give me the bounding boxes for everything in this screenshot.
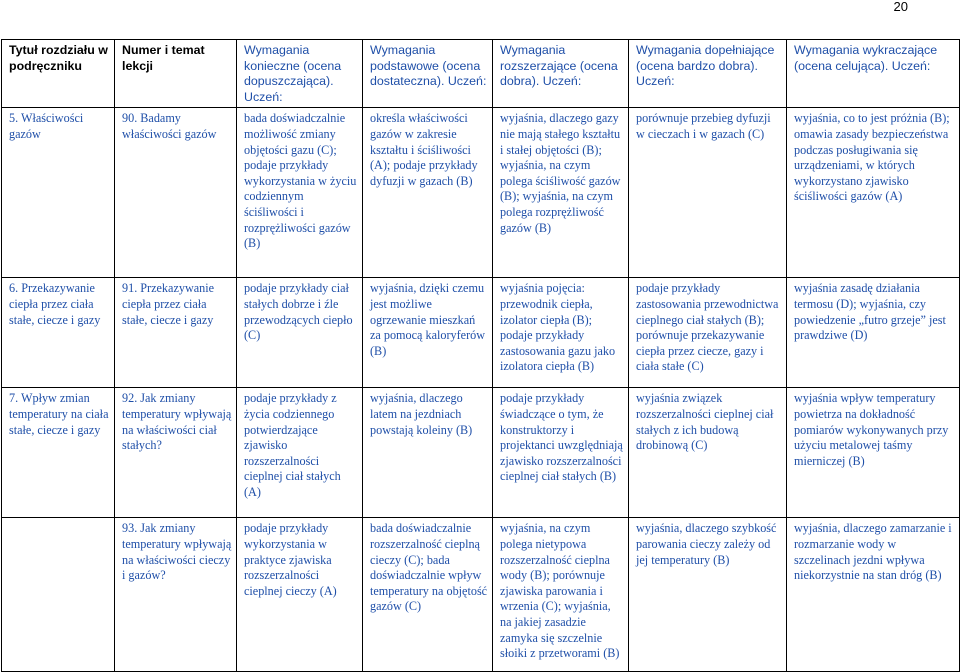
chapter-cell: 6. Przekazywanie ciepła przez ciała stałe, ciecze i gazy xyxy=(2,278,115,388)
header-chapter: Tytuł rozdziału w podręczniku xyxy=(2,40,115,108)
beyond-cell: wyjaśnia zasadę działania termosu (D); wyjaśnia, czy powiedzenie „futro grzeje” jest prawdziwe (D) xyxy=(787,278,960,388)
complementary-cell: wyjaśnia związek rozszerzalności cieplnej ciał stałych z ich budową drobinową (C) xyxy=(629,388,787,518)
header-row xyxy=(2,40,960,108)
header-beyond: Wymagania wykraczające (ocena celująca). Uczeń: xyxy=(787,40,960,108)
extended-cell: wyjaśnia pojęcia: przewodnik ciepła, izolator ciepła (B); podaje przykłady zastosowania gazu jako izolatora ciepła (B) xyxy=(493,278,629,388)
chapter-cell: 7. Wpływ zmian temperatury na ciała stałe, ciecze i gazy xyxy=(2,388,115,518)
complementary-cell: wyjaśnia, dlaczego szybkość parowania cieczy zależy od jej temperatury (B) xyxy=(629,518,787,672)
necessary-cell: podaje przykłady z życia codziennego potwierdzające zjawisko rozszerzalności cieplnej ciał stałych (A) xyxy=(237,388,363,518)
chapter-cell xyxy=(2,518,115,672)
lesson-cell: 92. Jak zmiany temperatury wpływają na właściwości ciał stałych? xyxy=(115,388,237,518)
basic-cell: wyjaśnia, dzięki czemu jest możliwe ogrzewanie mieszkań za pomocą kaloryferów (B) xyxy=(363,278,493,388)
lesson-cell: 90. Badamy właściwości gazów xyxy=(115,108,237,278)
basic-cell: bada doświadczalnie rozszerzalność cieplną cieczy (C); bada doświadczalnie wpływ temperatury na objętość gazów (C) xyxy=(363,518,493,672)
table-row xyxy=(2,388,960,518)
beyond-cell: wyjaśnia wpływ temperatury powietrza na dokładność pomiarów wykonywanych przy użyciu metalowej taśmy mierniczej (B) xyxy=(787,388,960,518)
table-row xyxy=(2,108,960,278)
necessary-cell: bada doświadczalnie możliwość zmiany objętości gazu (C); podaje przykłady wykorzystania w życiu codziennym ściśliwości i rozprężliwości gazów (B) xyxy=(237,108,363,278)
complementary-cell: porównuje przebieg dyfuzji w cieczach i w gazach (C) xyxy=(629,108,787,278)
table-row xyxy=(2,518,960,672)
page-number: 20 xyxy=(893,0,908,14)
header-necessary: Wymagania konieczne (ocena dopuszczająca). Uczeń: xyxy=(237,40,363,108)
header-lesson: Numer i temat lekcji xyxy=(115,40,237,108)
lesson-cell: 93. Jak zmiany temperatury wpływają na właściwości cieczy i gazów? xyxy=(115,518,237,672)
table-row xyxy=(2,278,960,388)
extended-cell: wyjaśnia, dlaczego gazy nie mają stałego kształtu i stałej objętości (B); wyjaśnia, na czym polega ściśliwość gazów (B); wyjaśnia, na czym polega rozprężliwość gazów (B) xyxy=(493,108,629,278)
complementary-cell: podaje przykłady zastosowania przewodnictwa cieplnego ciał stałych (B); porównuje przekazywanie ciepła przez ciecze, gazy i ciała stałe (C) xyxy=(629,278,787,388)
header-basic: Wymagania podstawowe (ocena dostateczna). Uczeń: xyxy=(363,40,493,108)
extended-cell: podaje przykłady świadczące o tym, że konstruktorzy i projektanci uwzględniają zjawisko rozszerzalności cieplnej ciał stałych (B) xyxy=(493,388,629,518)
beyond-cell: wyjaśnia, co to jest próżnia (B); omawia zasady bezpieczeństwa podczas posługiwania się urządzeniami, w których wykorzystano zjawisko ściśliwości gazów (A) xyxy=(787,108,960,278)
extended-cell: wyjaśnia, na czym polega nietypowa rozszerzalność cieplna wody (B); porównuje zjawiska parowania i wrzenia (C); wyjaśnia, na jakiej zasadzie zamyka się szczelnie słoiki z przetworami (B) xyxy=(493,518,629,672)
basic-cell: określa właściwości gazów w zakresie kształtu i ściśliwości (A); podaje przykłady dyfuzji w gazach (B) xyxy=(363,108,493,278)
basic-cell: wyjaśnia, dlaczego latem na jezdniach powstają koleiny (B) xyxy=(363,388,493,518)
chapter-cell: 5. Właściwości gazów xyxy=(2,108,115,278)
beyond-cell: wyjaśnia, dlaczego zamarzanie i rozmarzanie wody w szczelinach jezdni wpływa niekorzystnie na stan dróg (B) xyxy=(787,518,960,672)
necessary-cell: podaje przykłady ciał stałych dobrze i źle przewodzących ciepło (C) xyxy=(237,278,363,388)
lesson-cell: 91. Przekazywanie ciepła przez ciała stałe, ciecze i gazy xyxy=(115,278,237,388)
necessary-cell: podaje przykłady wykorzystania w praktyce zjawiska rozszerzalności cieplnej cieczy (A) xyxy=(237,518,363,672)
header-complementary: Wymagania dopełniające (ocena bardzo dobra). Uczeń: xyxy=(629,40,787,108)
header-extended: Wymagania rozszerzające (ocena dobra). Uczeń: xyxy=(493,40,629,108)
requirements-table xyxy=(1,39,960,672)
